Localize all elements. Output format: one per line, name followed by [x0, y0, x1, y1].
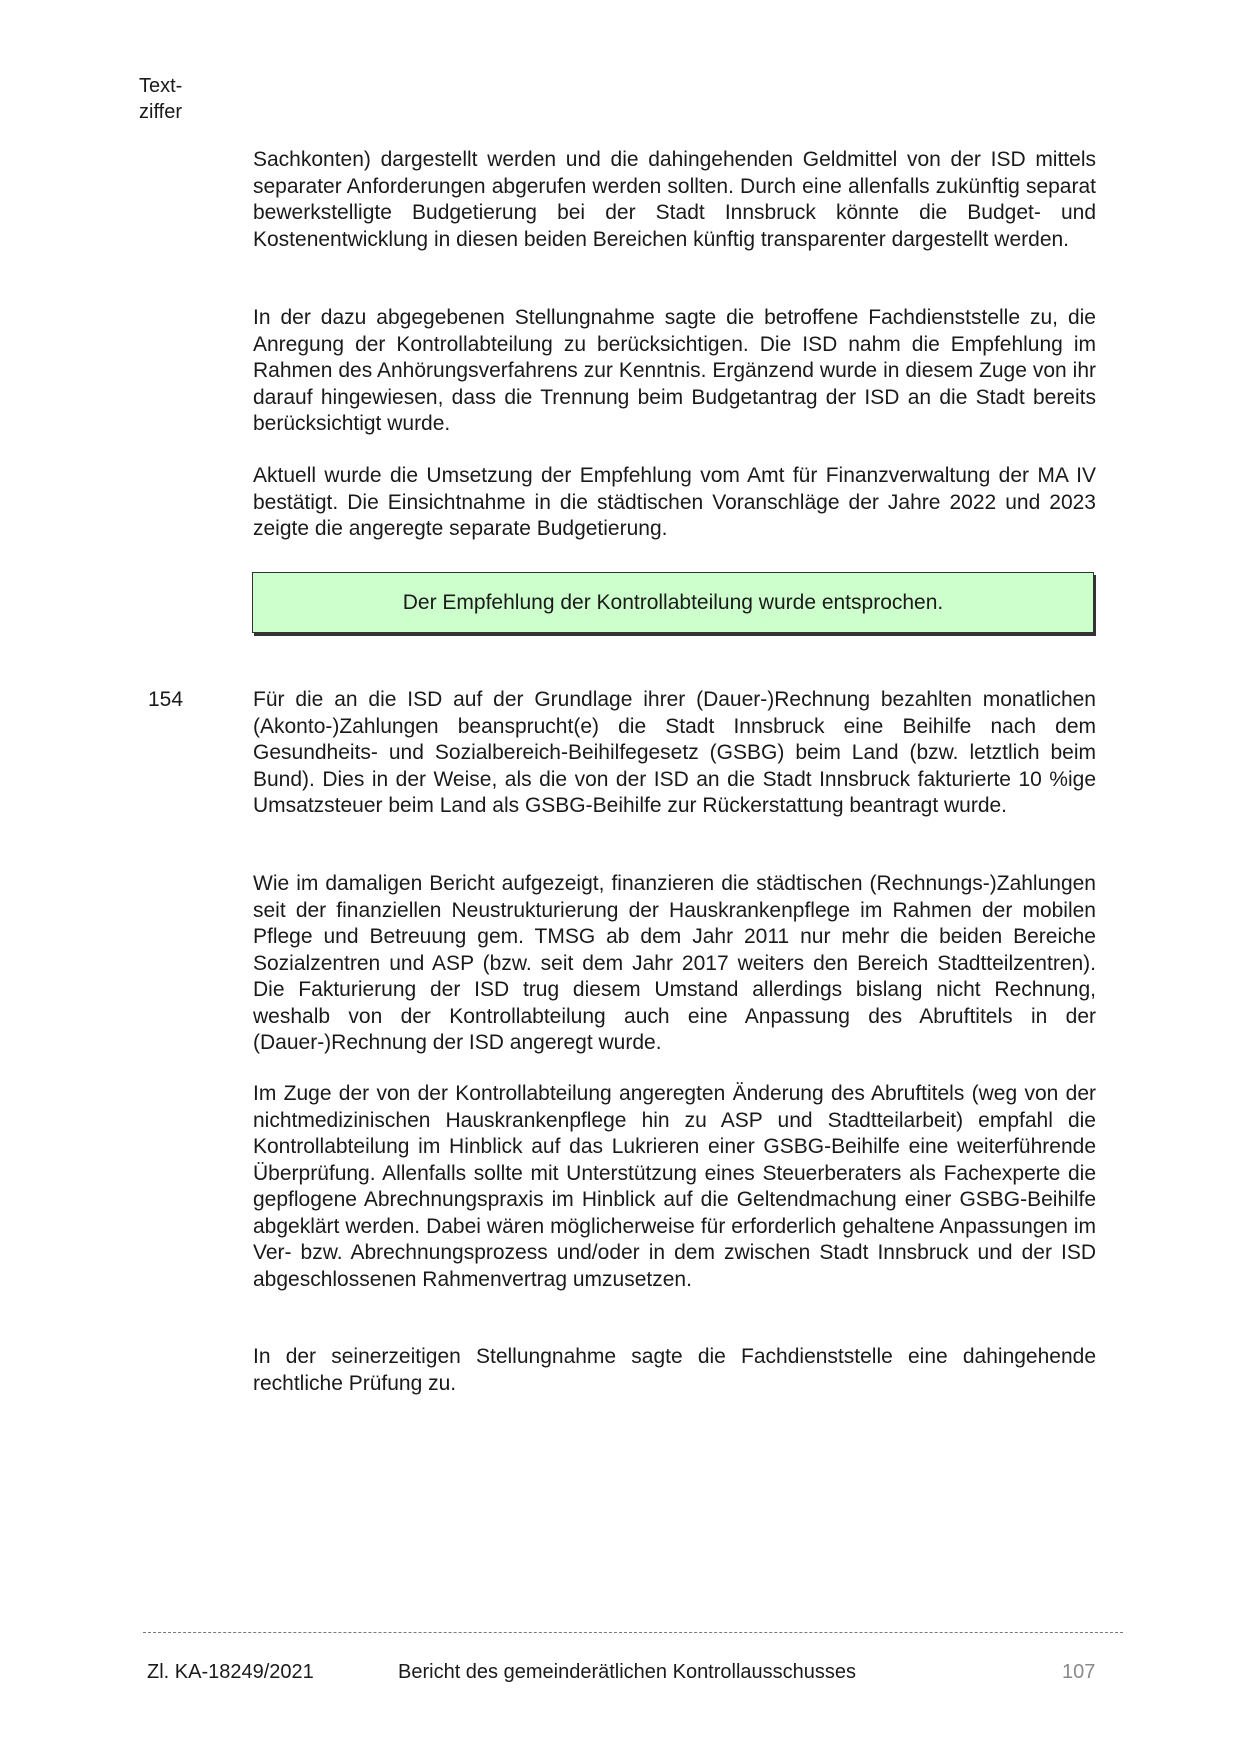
margin-label-textziffer: Text- ziffer [139, 75, 183, 123]
textziffer-number: 154 [148, 688, 184, 711]
paragraph-prev-3: Aktuell wurde die Umsetzung der Empfehlung vom Amt für Finanzverwaltung der MA IV bestätigt. Die Einsichtnahme in die städtischen Voranschläge der Jahre 2022 und 2023 zeigte die angeregte separate Budgetierung. [253, 464, 1096, 540]
paragraph-154-1: Für die an die ISD auf der Grundlage ihrer (Dauer-)Rechnung bezahlten monatlichen (Akonto-)Zahlungen beansprucht(e) die Stadt Innsbruck eine Beihilfe nach dem Gesundheits- und Sozialbereich-Beihilfegesetz (GSBG) beim Land (bzw. letztlich beim Bund). Dies in der Weise, als die von der ISD an die Stadt Innsbruck fakturierte 10 %ige Umsatzsteuer beim Land als GSBG-Beihilfe zur Rückerstattung beantragt wurde. [253, 688, 1096, 817]
footer-divider [143, 1632, 1123, 1633]
footer-reference: Zl. KA-18249/2021 [147, 1661, 314, 1683]
page-number: 107 [1062, 1661, 1096, 1683]
paragraph-prev-2: In der dazu abgegebenen Stellungnahme sagte die betroffene Fachdienststelle zu, die Anregung der Kontrollabteilung zu berücksichtigen. Die ISD nahm die Empfehlung im Rahmen des Anhörungsverfahrens zur Kenntnis. Ergänzend wurde in diesem Zuge von ihr darauf hingewiesen, dass die Trennung beim Budgetantrag der ISD an die Stadt bereits berücksichtigt wurde. [253, 306, 1096, 435]
footer-report-title: Bericht des gemeinderätlichen Kontrollausschusses [398, 1661, 857, 1683]
paragraph-prev-1: Sachkonten) dargestellt werden und die dahingehenden Geldmittel von der ISD mittels separater Anforderungen abgerufen werden sollten. Durch eine allenfalls zukünftig separat bewerkstelligte Budgetierung bei der Stadt Innsbruck könnte die Budget- und Kostenentwicklung in diesen beiden Bereichen künftig transparenter dargestellt werden. [253, 148, 1096, 251]
paragraph-154-3: Im Zuge der von der Kontrollabteilung angeregten Änderung des Abruftitels (weg von der nichtmedizinischen Hauskrankenpflege hin zu ASP und Stadtteilarbeit) empfahl die Kontrollabteilung im Hinblick auf das Lukrieren einer GSBG-Beihilfe eine weiterführende Überprüfung. Allenfalls sollte mit Unterstützung eines Steuerberaters als Fachexperte die gepflogene Abrechnungspraxis im Hinblick auf die Geltendmachung einer GSBG-Beihilfe abgeklärt werden. Dabei wären möglicherweise für erforderlich gehaltene Anpassungen im Ver- bzw. Abrechnungsprozess und/oder in dem zwischen Stadt Innsbruck und der ISD abgeschlossenen Rahmenvertrag umzusetzen. [253, 1082, 1096, 1291]
paragraph-154-4: In der seinerzeitigen Stellungnahme sagte die Fachdienststelle eine dahingehende rechtliche Prüfung zu. [253, 1345, 1096, 1395]
paragraph-154-2: Wie im damaligen Bericht aufgezeigt, finanzieren die städtischen (Rechnungs-)Zahlungen seit der finanziellen Neustrukturierung der Hauskrankenpflege im Rahmen der mobilen Pflege und Betreuung gem. TMSG ab dem Jahr 2011 nur mehr die beiden Bereiche Sozialzentren und ASP (bzw. seit dem Jahr 2017 weiters den Bereich Stadtteilzentren). Die Fakturierung der ISD trug diesem Umstand allerdings bislang nicht Rechnung, weshalb von der Kontrollabteilung auch eine Anpassung des Abruftitels in der (Dauer-)Rechnung der ISD angeregt wurde. [253, 872, 1096, 1054]
recommendation-result-text: Der Empfehlung der Kontrollabteilung wurde entsprochen. [402, 590, 944, 614]
recommendation-result-box [252, 572, 1094, 633]
